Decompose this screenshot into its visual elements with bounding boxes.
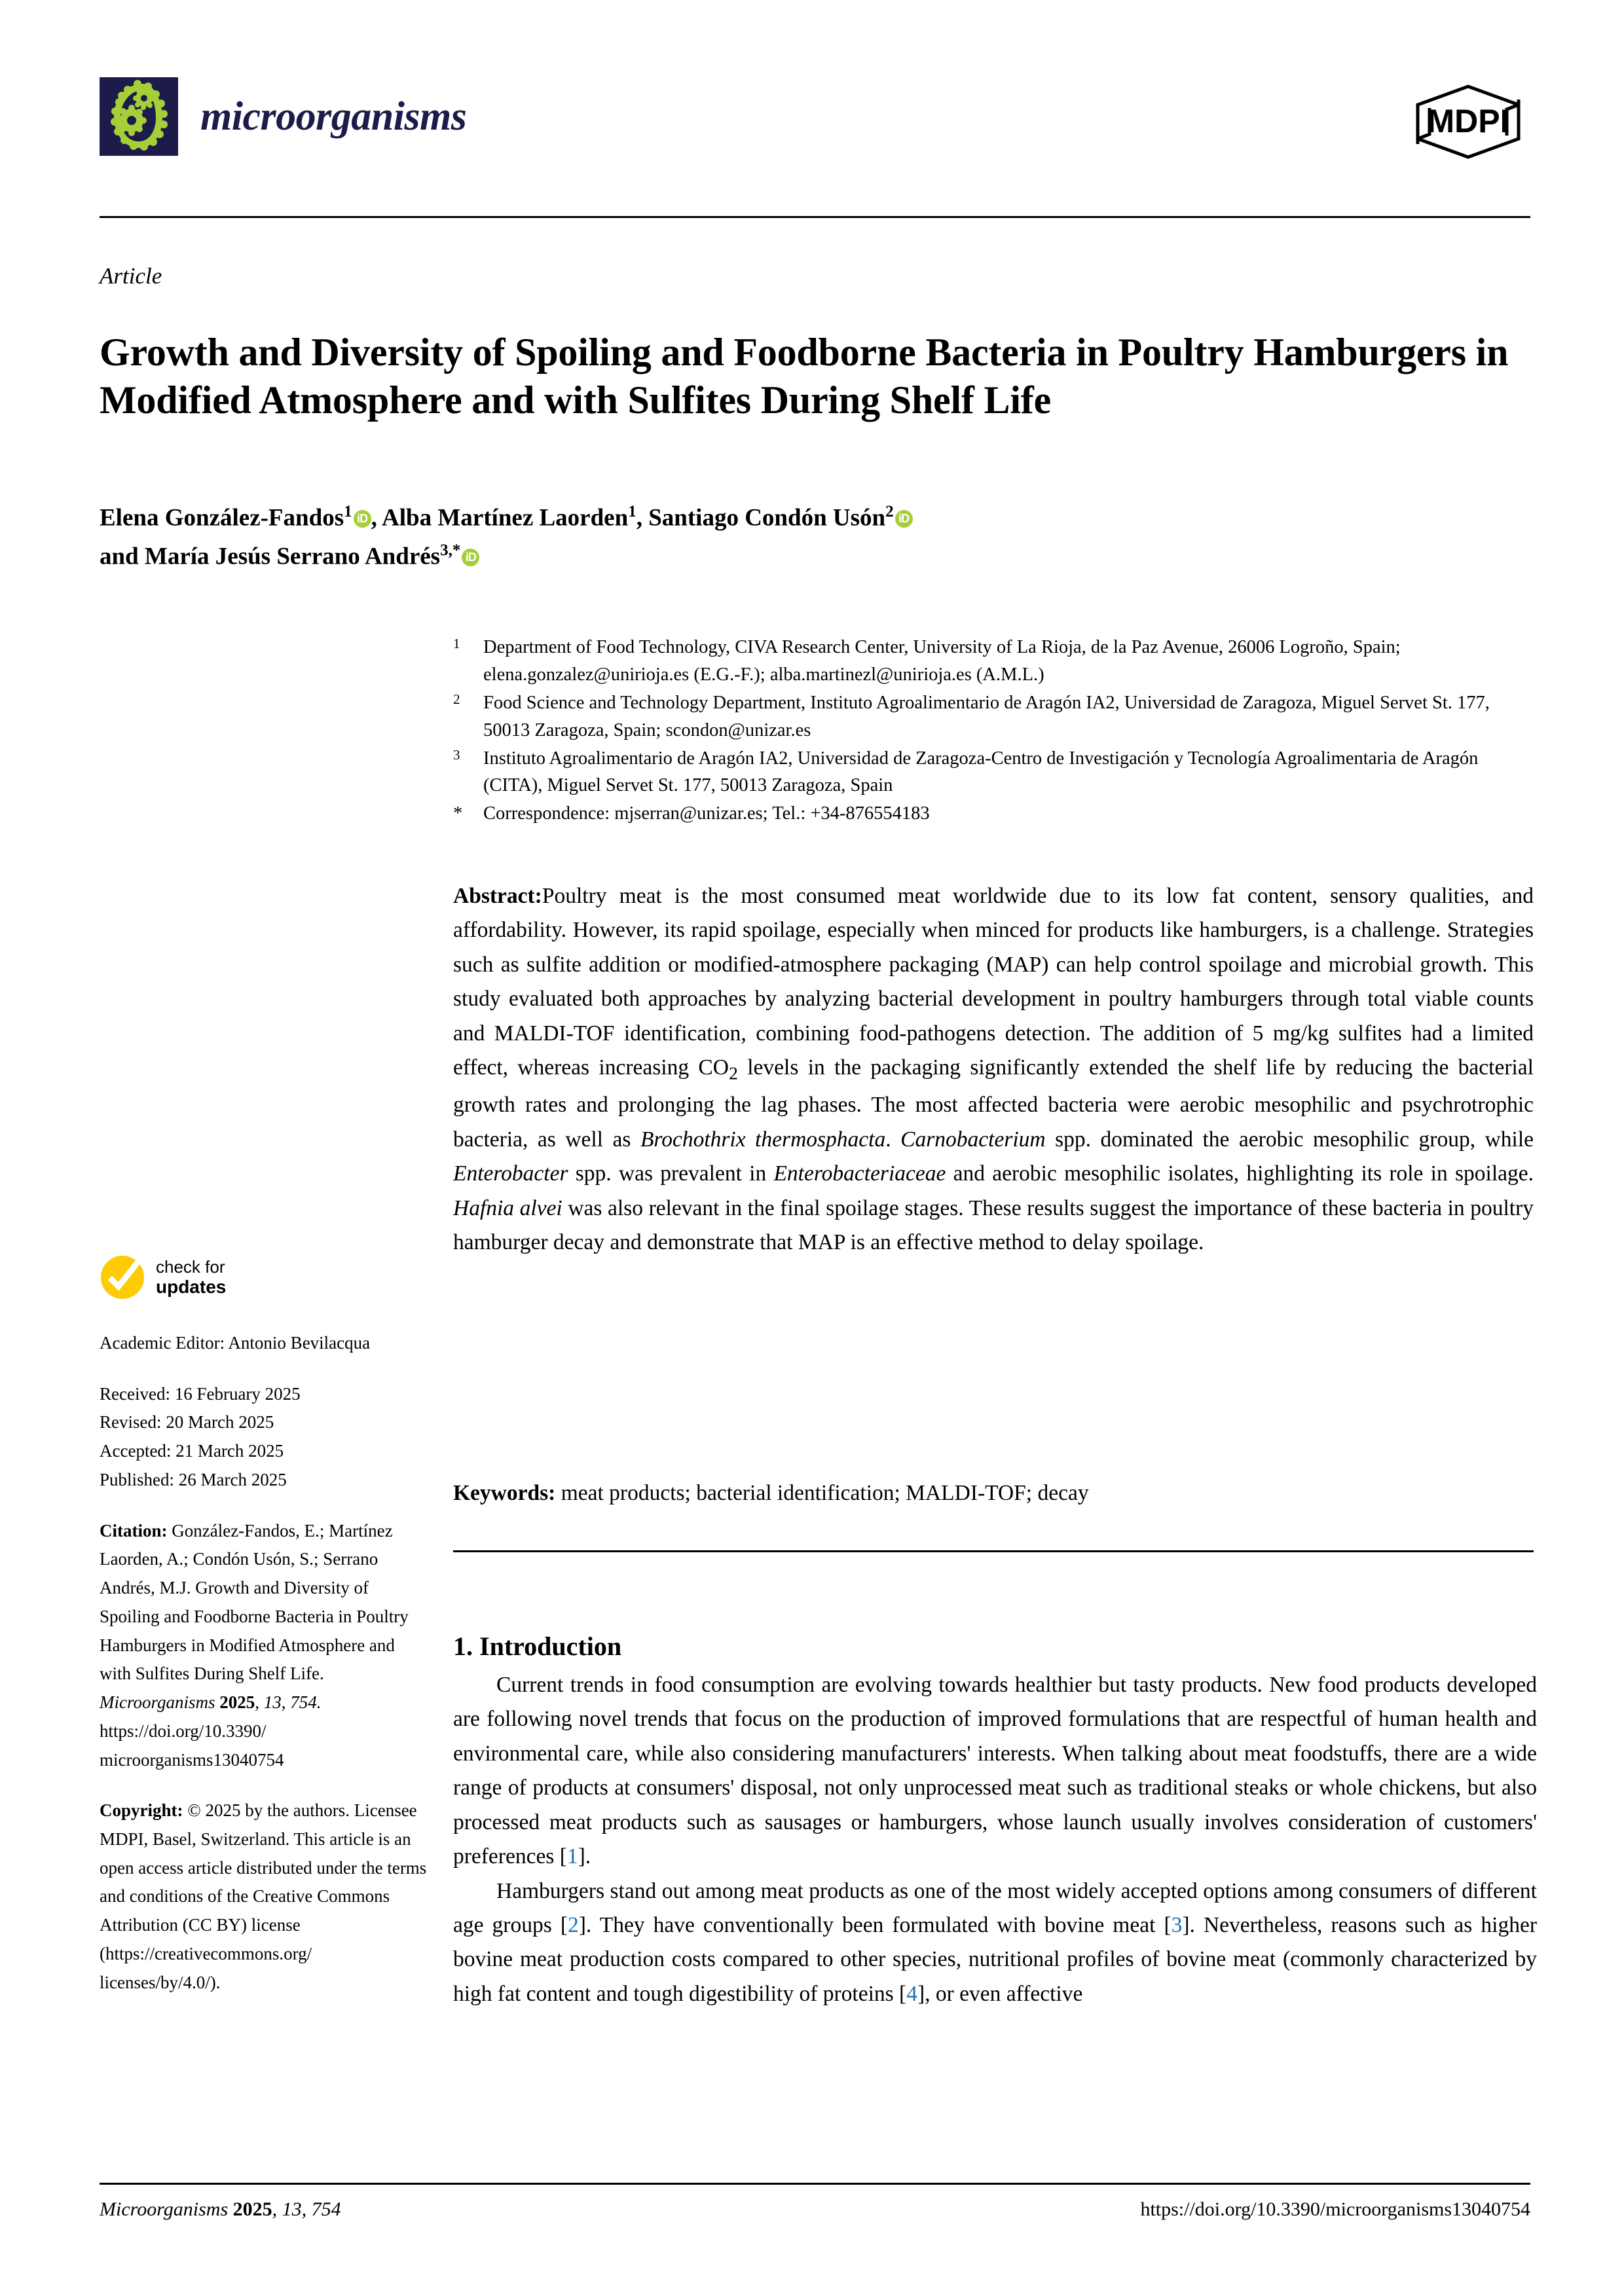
paragraph-text: Current trends in food consumption are evolving towards healthier but tasty products. New food products developed are following novel trends that focus on the production of improved formulations that are respectful of human health and environmental care, while also considering manufacturers' interests. When talking about meat foodstuffs, there are a wide range of products at consumers' disposal, not only unprocessed meat such as traditional steaks or whole chickens, but also processed meat products such as sausages or hamburgers, whose launch usually involves consideration of customers' preferences [ bbox=[453, 1673, 1537, 1869]
orcid-icon[interactable]: iD bbox=[354, 510, 371, 528]
author-affil-marker-4: 3,* bbox=[440, 541, 461, 559]
affiliation-text: Food Science and Technology Department, Instituto Agroalimentario de Aragón IA2, Universidad de Zaragoza, Miguel Servet St. 177, 50013 Zaragoza, Spain; scondon@unizar.es bbox=[483, 692, 1490, 740]
checkmark-badge-icon bbox=[100, 1254, 145, 1300]
paragraph-text: ]. They have conventionally been formulated with bovine meat [ bbox=[578, 1912, 1172, 1937]
abstract-text-5: spp. was prevalent in bbox=[568, 1161, 774, 1186]
orcid-icon[interactable]: iD bbox=[462, 549, 479, 566]
paragraph-text: ]. Nevertheless, reasons such as higher bovine meat production costs compared to other species, nutritional profiles of bovine meat (commonly characterized by high fat content and tough digestibility of proteins [ bbox=[453, 1912, 1537, 2006]
page-footer bbox=[100, 2198, 1530, 2221]
date-revised: Revised: 20 March 2025 bbox=[100, 1412, 274, 1432]
author-affil-marker-3: 2 bbox=[885, 503, 894, 520]
author-sep-2: , Santiago Condón Usón bbox=[636, 504, 886, 532]
abstract-species-2: Carnobacterium bbox=[900, 1127, 1046, 1152]
date-published: Published: 26 March 2025 bbox=[100, 1469, 287, 1489]
mdpi-logo[interactable] bbox=[1406, 81, 1530, 162]
date-accepted: Accepted: 21 March 2025 bbox=[100, 1441, 284, 1461]
footer-year: 2025 bbox=[232, 2198, 272, 2220]
paragraph-text-end: ]. bbox=[578, 1844, 591, 1869]
citation-link[interactable]: 1 bbox=[566, 1844, 578, 1869]
citation-year: 2025 bbox=[219, 1692, 255, 1713]
article-metadata-sidebar bbox=[100, 1254, 427, 2019]
abstract-co2-subscript: 2 bbox=[728, 1063, 738, 1084]
keywords-label: Keywords: bbox=[453, 1481, 556, 1505]
footer-volume-page: , 13, 754 bbox=[272, 2198, 341, 2220]
paragraph bbox=[453, 1874, 1537, 2012]
abstract-text-4: spp. dominated the aerobic mesophilic group, while bbox=[1045, 1127, 1534, 1152]
keywords-text: meat products; bacterial identification; MALDI-TOF; decay bbox=[555, 1481, 1089, 1505]
check-for-updates-text bbox=[156, 1258, 226, 1297]
citation-volume-page: , 13, 754. bbox=[255, 1692, 322, 1713]
correspondence-text: Correspondence: mjserran@unizar.es; Tel.: +34-876554183 bbox=[483, 803, 930, 824]
footer-divider bbox=[100, 2183, 1530, 2185]
microbe-icon bbox=[100, 77, 178, 156]
author-name-1[interactable]: Elena González-Fandos bbox=[100, 504, 344, 532]
introduction-body bbox=[453, 1668, 1537, 2011]
paragraph-text: Hamburgers stand out among meat products as one of the most widely accepted options among consumers of different age groups [ bbox=[453, 1878, 1537, 1937]
abstract-block bbox=[453, 879, 1534, 1260]
author-name-4[interactable]: and María Jesús Serrano Andrés bbox=[100, 543, 441, 570]
abstract-species-4: Enterobacteriaceae bbox=[773, 1161, 946, 1186]
author-list bbox=[100, 499, 1534, 576]
journal-title: microorganisms bbox=[200, 94, 467, 139]
paragraph-text-end: ], or even affective bbox=[917, 1981, 1083, 2006]
abstract-text-2: levels in the packaging significantly extended the shelf life by reducing the bacterial growth rates and prolonging the lag phases. The most affected bacteria were aerobic mesophilic and psychrotrophic bacteria, as well as bbox=[453, 1055, 1534, 1152]
footer-journal-name: Microorganisms bbox=[100, 2198, 229, 2220]
citation-doi-link[interactable]: https://doi.org/10.3390/ microorganisms13040754 bbox=[100, 1721, 284, 1770]
page-header bbox=[100, 77, 1530, 182]
abstract-text-3: . bbox=[885, 1127, 901, 1152]
article-type-label: Article bbox=[100, 263, 162, 289]
affiliation-row bbox=[453, 634, 1534, 689]
check-for-updates-line2: updates bbox=[156, 1276, 227, 1297]
affiliation-row bbox=[453, 689, 1534, 744]
affiliation-row bbox=[453, 745, 1534, 800]
check-for-updates-badge[interactable] bbox=[100, 1254, 427, 1300]
orcid-icon[interactable]: iD bbox=[895, 510, 913, 528]
publication-dates bbox=[100, 1380, 427, 1495]
affiliations-list bbox=[453, 634, 1534, 828]
page-title: Growth and Diversity of Spoiling and Foodborne Bacteria in Poultry Hamburgers in Modified Atmosphere and with Sulfites During Shelf Life bbox=[100, 331, 1509, 422]
citation-label: Citation: bbox=[100, 1520, 168, 1540]
author-sep-1: , Alba Martínez Laorden bbox=[371, 504, 629, 532]
citation-journal: Microorganisms bbox=[100, 1692, 215, 1713]
affiliation-marker: 3 bbox=[453, 746, 460, 763]
svg-text:MDPI: MDPI bbox=[1427, 103, 1509, 139]
journal-brand[interactable] bbox=[100, 77, 1530, 156]
correspondence-marker: * bbox=[453, 803, 463, 824]
abstract-text-6: and aerobic mesophilic isolates, highlighting its role in spoilage. bbox=[946, 1161, 1534, 1186]
paragraph bbox=[453, 1668, 1537, 1874]
abstract-label: Abstract: bbox=[453, 884, 542, 908]
citation-link[interactable]: 4 bbox=[906, 1981, 917, 2006]
check-for-updates-line1: check for bbox=[156, 1256, 225, 1277]
abstract-species-1: Brochothrix thermosphacta bbox=[640, 1127, 886, 1152]
citation-link[interactable]: 2 bbox=[567, 1912, 579, 1937]
affiliation-marker: 1 bbox=[453, 636, 460, 651]
abstract-divider bbox=[453, 1550, 1534, 1552]
date-received: Received: 16 February 2025 bbox=[100, 1383, 301, 1404]
author-affil-marker-2: 1 bbox=[628, 503, 637, 520]
affiliation-text: Department of Food Technology, CIVA Research Center, University of La Rioja, de la Paz Avenue, 26006 Logroño, Spain; elena.gonzalez@unirioja.es (E.G.-F.); alba.martinezl@unirioja.es (A.M.L.) bbox=[483, 637, 1401, 685]
footer-citation bbox=[100, 2198, 341, 2221]
abstract-species-5: Hafnia alvei bbox=[453, 1195, 563, 1220]
section-heading-introduction: 1. Introduction bbox=[453, 1631, 622, 1662]
abstract-text-1: Poultry meat is the most consumed meat worldwide due to its low fat content, sensory qualities, and affordability. However, its rapid spoilage, especially when minced for products like hamburgers, is a challenge. Strategies such as sulfite addition or modified-atmosphere packaging (MAP) can help control spoilage and microbial growth. This study evaluated both approaches by analyzing bacterial development in poultry hamburgers through total viable counts and MALDI-TOF identification, combining food-pathogens detection. The addition of 5 mg/kg sulfites had a limited effect, whereas increasing CO bbox=[453, 884, 1534, 1080]
footer-doi-link[interactable]: https://doi.org/10.3390/microorganisms13040754 bbox=[1140, 2198, 1530, 2220]
header-divider bbox=[100, 216, 1530, 218]
copyright-block bbox=[100, 1796, 427, 1997]
author-affil-marker-1: 1 bbox=[344, 503, 352, 520]
citation-block bbox=[100, 1517, 427, 1775]
academic-editor: Academic Editor: Antonio Bevilacqua bbox=[100, 1333, 371, 1353]
abstract-species-3: Enterobacter bbox=[453, 1161, 568, 1186]
abstract-text-7: was also relevant in the final spoilage stages. These results suggest the importance of these bacteria in poultry hamburger decay and demonstrate that MAP is an effective method to delay spoilage. bbox=[453, 1195, 1534, 1255]
citation-link[interactable]: 3 bbox=[1171, 1912, 1183, 1937]
citation-text: González-Fandos, E.; Martínez Laorden, A.; Condón Usón, S.; Serrano Andrés, M.J. Growth and Diversity of Spoiling and Foodborne Bacteria in Poultry Hamburgers in Modified Atmosphere and with Sulfites During Shelf Life. bbox=[100, 1520, 409, 1684]
keywords-block bbox=[453, 1477, 1534, 1510]
copyright-label: Copyright: bbox=[100, 1800, 183, 1821]
affiliation-row bbox=[453, 800, 1534, 828]
affiliation-text: Instituto Agroalimentario de Aragón IA2, Universidad de Zaragoza-Centro de Investigación y Tecnología Agroalimentaria de Aragón (CITA), Miguel Servet St. 177, 50013 Zaragoza, Spain bbox=[483, 748, 1479, 796]
copyright-text: © 2025 by the authors. Licensee MDPI, Basel, Switzerland. This article is an open access article distributed under the terms and conditions of the Creative Commons Attribution (CC BY) license (https://creativecommons.org/ licenses/by/4.0/). bbox=[100, 1800, 427, 1992]
affiliation-marker: 2 bbox=[453, 691, 460, 707]
